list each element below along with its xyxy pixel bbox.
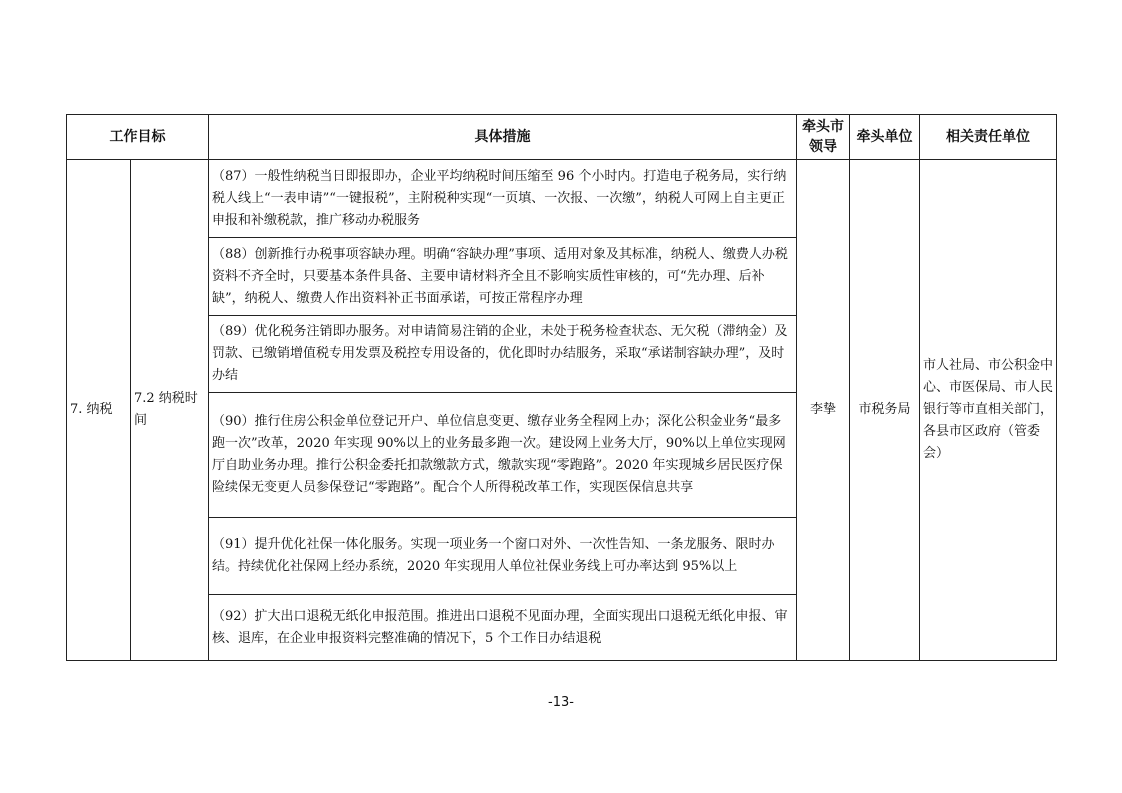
header-related-units: 相关责任单位 (920, 115, 1057, 160)
table-row (67, 160, 1057, 238)
page-number: -13- (548, 695, 574, 710)
measure-88: （88）创新推行办税事项容缺办理。明确“容缺办理”事项、适用对象及其标准，纳税人、缴费人办税资料不齐全时，只要基本条件具备、主要申请材料齐全且不影响实质性审核的，可“先办理、后补缺”，纳税人、缴费人作出资料补正书面承诺，可按正常程序办理 (209, 238, 797, 316)
measure-89: （89）优化税务注销即办服务。对申请简易注销的企业，未处于税务检查状态、无欠税（滞纳金）及罚款、已缴销增值税专用发票及税控专用设备的，优化即时办结服务，采取“承诺制容缺办理”，及时办结 (209, 316, 797, 393)
header-work-goal: 工作目标 (67, 115, 209, 160)
measure-87: （87）一般性纳税当日即报即办，企业平均纳税时间压缩至 96 个小时内。打造电子税务局，实行纳税人线上“一表申请”“一键报税”，主附税种实现“一页填、一次报、一次缴”，纳税人可网上自主更正申报和补缴税款，推广移动办税服务 (209, 160, 797, 238)
measure-92: （92）扩大出口退税无纸化申报范围。推进出口退税不见面办理，全面实现出口退税无纸化申报、审核、退库，在企业申报资料完整准确的情况下，5 个工作日办结退税 (209, 595, 797, 661)
header-lead-leader: 牵头市领导 (797, 115, 850, 160)
measure-90: （90）推行住房公积金单位登记开户、单位信息变更、缴存业务全程网上办；深化公积金业务“最多跑一次”改革，2020 年实现 90%以上的业务最多跑一次。建设网上业务大厅，90%以上单位实现网厅自助业务办理。推行公积金委托扣款缴款方式，缴款实现“零跑路”。2020 年实现城乡居民医疗保险续保无变更人员参保登记“零跑路”。配合个人所得税改革工作，实现医保信息共享 (209, 393, 797, 518)
header-lead-unit: 牵头单位 (850, 115, 920, 160)
measure-91: （91）提升优化社保一体化服务。实现一项业务一个窗口对外、一次性告知、一条龙服务、限时办结。持续优化社保网上经办系统，2020 年实现用人单位社保业务线上可办率达到 95%以上 (209, 518, 797, 595)
lead-unit: 市税务局 (850, 160, 920, 661)
measures-table (66, 114, 1057, 661)
goal-level2: 7.2 纳税时间 (131, 160, 209, 661)
lead-leader: 李挚 (797, 160, 850, 661)
header-measures: 具体措施 (209, 115, 797, 160)
goal-level1: 7. 纳税 (67, 160, 131, 661)
related-units: 市人社局、市公积金中心、市医保局、市人民银行等市直相关部门，各县市区政府（管委会） (920, 160, 1057, 661)
table-header-row (67, 115, 1057, 160)
